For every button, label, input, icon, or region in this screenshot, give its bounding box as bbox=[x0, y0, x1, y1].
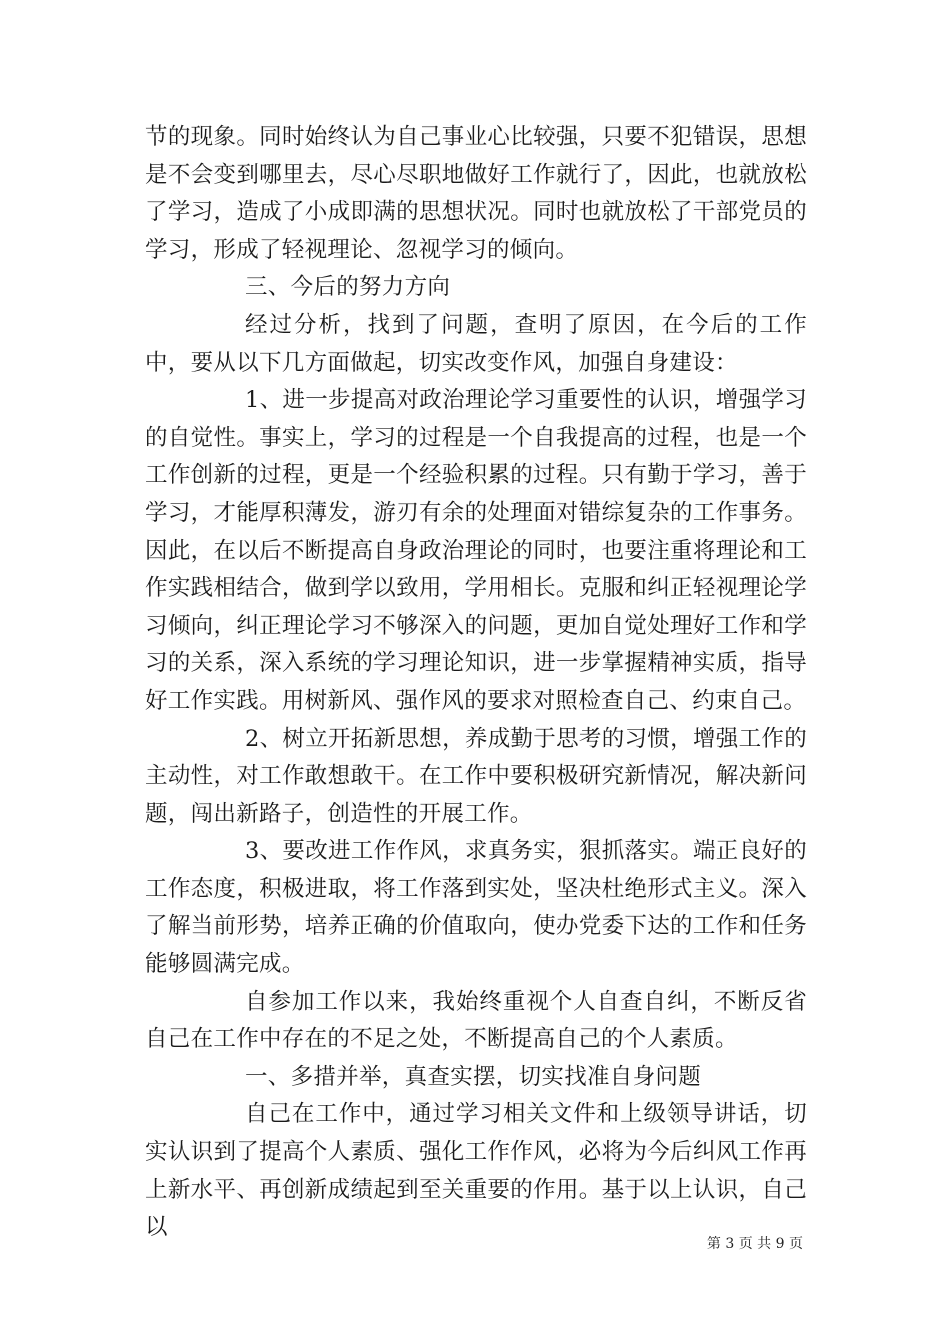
list-item-2: 2、树立开拓新思想，养成勤于思考的习惯，增强工作的主动性，对工作敢想敢干。在工作中要积极研究新情况，解决新问题，闯出新路子，创造性的开展工作。 bbox=[145, 725, 807, 827]
paragraph-3: 自参加工作以来，我始终重视个人自查自纠，不断反省自己在工作中存在的不足之处，不断提高自己的个人素质。 bbox=[145, 988, 807, 1053]
paragraph-2: 经过分析，找到了问题，查明了原因，在今后的工作中，要从以下几方面做起，切实改变作风，加强自身建设： bbox=[145, 311, 807, 376]
list-item-3: 3、要改进工作作风，求真务实，狠抓落实。端正良好的工作态度，积极进取，将工作落到实处，坚决杜绝形式主义。深入了解当前形势，培养正确的价值取向，使办党委下达的工作和任务能够圆满完成。 bbox=[145, 838, 807, 978]
document-body bbox=[145, 119, 807, 1247]
section-heading-3: 三、今后的努力方向 bbox=[245, 274, 451, 301]
paragraph-4: 自己在工作中，通过学习相关文件和上级领导讲话，切实认识到了提高个人素质、强化工作作风，必将为今后纠风工作再上新水平、再创新成绩起到至关重要的作用。基于以上认识，自己以 bbox=[145, 1101, 807, 1241]
section-heading-1: 一、多措并举，真查实摆，切实找准自身问题 bbox=[245, 1063, 702, 1090]
paragraph-1: 节的现象。同时始终认为自己事业心比较强，只要不犯错误，思想是不会变到哪里去，尽心尽职地做好工作就行了，因此，也就放松了学习，造成了小成即满的思想状况。同时也就放松了干部党员的学习，形成了轻视理论、忽视学习的倾向。 bbox=[145, 124, 807, 263]
list-item-1: 1、进一步提高对政治理论学习重要性的认识，增强学习的自觉性。事实上，学习的过程是一个自我提高的过程，也是一个工作创新的过程，更是一个经验积累的过程。只有勤于学习，善于学习，才能厚积薄发，游刃有余的处理面对错综复杂的工作事务。因此，在以后不断提高自身政治理论的同时，也要注重将理论和工作实践相结合，做到学以致用，学用相长。克服和纠正轻视理论学习倾向，纠正理论学习不够深入的问题，更加自觉处理好工作和学习的关系，深入系统的学习理论知识，进一步掌握精神实质，指导好工作实践。用树新风、强作风的要求对照检查自己、约束自己。 bbox=[145, 387, 807, 714]
page-number: 第 3 页 共 9 页 bbox=[706, 1236, 803, 1252]
